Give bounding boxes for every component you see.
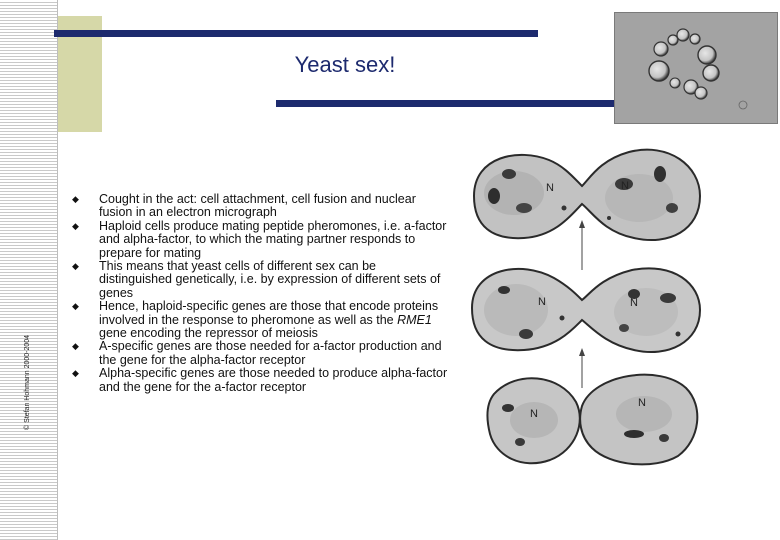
- bullet-text: Cought in the act: cell attachment, cell fusion and nuclear fusion in an electron micrograph: [99, 192, 416, 220]
- gene-name: RME1: [397, 312, 432, 327]
- bullet-text: A-specific genes are those needed for a-factor production and the gene for the alpha-factor receptor: [99, 339, 442, 367]
- nucleus-label: N: [530, 408, 538, 420]
- electron-micrograph-figure: [464, 138, 704, 468]
- nucleus-label: N: [538, 296, 546, 308]
- bullet-item: [64, 220, 448, 260]
- bullet-diamond-icon: ◆: [72, 261, 79, 272]
- left-stripe-pattern: [0, 0, 58, 540]
- bullet-diamond-icon: ◆: [72, 368, 79, 379]
- bullet-item: [64, 300, 448, 340]
- top-accent-bar: [54, 30, 538, 37]
- bullet-item: [64, 367, 448, 394]
- slide-title: Yeast sex!: [294, 52, 396, 77]
- nucleus-label: N: [630, 297, 638, 309]
- yeast-light-micrograph: [614, 12, 778, 124]
- bullet-text: This means that yeast cells of different sex can be distinguished genetically, i.e. by expression of different sets of genes: [99, 259, 441, 300]
- bullet-item: [64, 260, 448, 300]
- bullet-diamond-icon: ◆: [72, 220, 79, 231]
- nucleus-label: N: [621, 180, 629, 192]
- bullet-text-before: Hence, haploid-specific genes are those that encode proteins involved in the response to pheromone as well as the: [99, 299, 439, 327]
- bullet-diamond-icon: ◆: [72, 194, 79, 204]
- yeast-cells-image: [615, 13, 777, 123]
- bullet-text-after: gene encoding the repressor of meiosis: [99, 326, 318, 341]
- bullet-text: Alpha-specific genes are those needed to produce alpha-factor and the gene for the a-factor receptor: [99, 366, 448, 394]
- bullet-text: Haploid cells produce mating peptide pheromones, i.e. a-factor and alpha-factor, to which the mating partner responds to prepare for mating: [99, 218, 447, 260]
- bullet-diamond-icon: ◆: [72, 301, 79, 312]
- nucleus-label: N: [638, 397, 646, 409]
- bullet-list: [64, 193, 448, 394]
- bullet-item: [64, 340, 448, 367]
- bullet-diamond-icon: ◆: [72, 341, 79, 352]
- copyright-note: © Stefan Hohmann 2000-2004: [24, 334, 31, 430]
- bullet-item: [64, 193, 448, 220]
- nucleus-label: N: [546, 182, 554, 194]
